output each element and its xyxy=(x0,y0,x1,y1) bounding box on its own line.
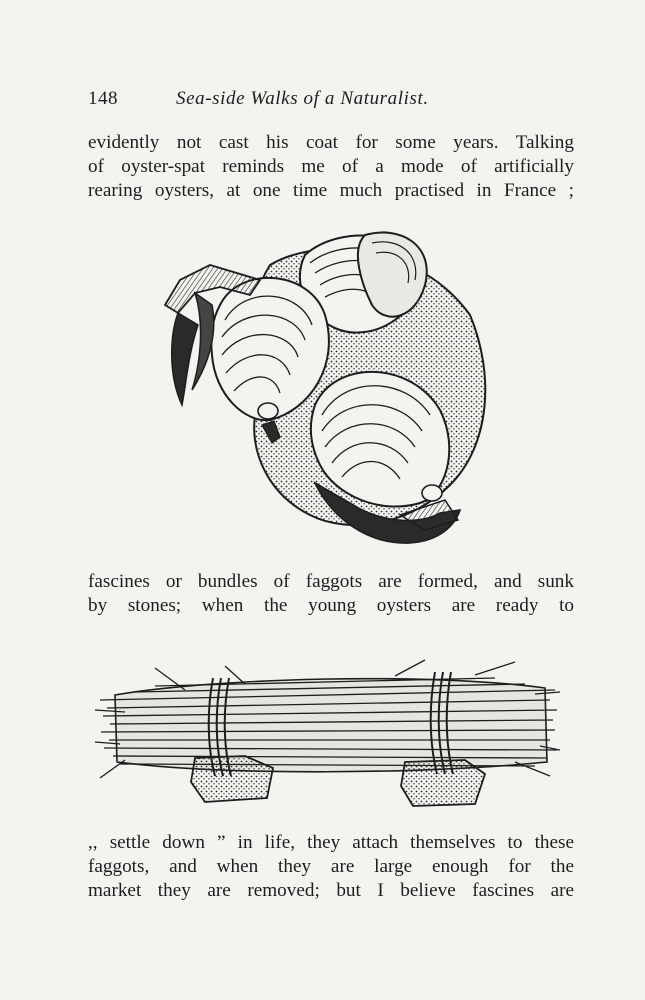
text-line: evidently not cast his coat for some years. Talking xyxy=(88,132,574,153)
page-header xyxy=(88,88,573,114)
text-line: faggots, and when they are large enough for the xyxy=(88,856,574,877)
text-line: market they are removed; but I believe fascines are xyxy=(88,880,574,901)
crab-oyster-illustration xyxy=(150,225,500,555)
paragraph-1 xyxy=(88,131,574,203)
running-title: Sea-side Walks of a Naturalist. xyxy=(176,88,429,109)
text-line: rearing oysters, at one time much practised in France ; xyxy=(88,180,574,201)
paragraph-2 xyxy=(88,570,574,618)
text-line: fascines or bundles of faggots are formed, and sunk xyxy=(88,571,574,592)
text-line: by stones; when the young oysters are ready to xyxy=(88,595,574,616)
text-line: ,, settle down ” in life, they attach themselves to these xyxy=(88,832,574,853)
text-line: of oyster-spat reminds me of a mode of artificially xyxy=(88,156,574,177)
page-number: 148 xyxy=(88,88,118,109)
faggot-bundle-illustration xyxy=(95,650,560,810)
paragraph-3 xyxy=(88,831,574,903)
